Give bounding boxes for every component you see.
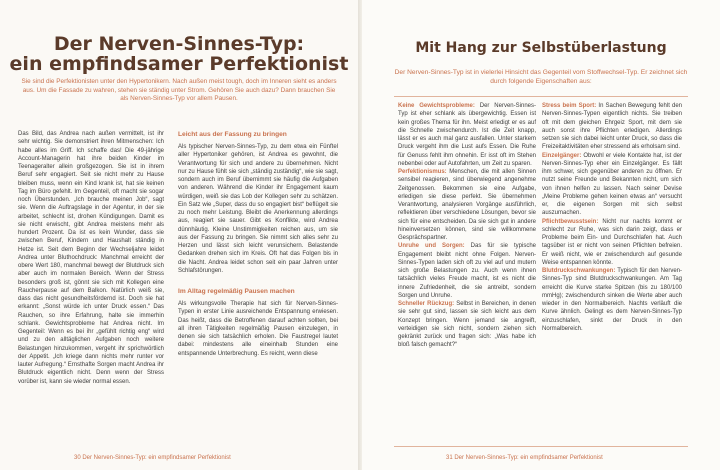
body-paragraph: Als wirkungsvolle Therapie hat sich für Nerven-Sinnes-Typen in erster Linie ausreichende Entspannung erwiesen. Das heißt, dass die Betroffenen darauf achten sollten, bei all ihren Tätigkeiten regelmäßig Pausen einzulegen, in denen sie sich tatsächlich erholen. Die Faustregel lautet dabei: mindestens alle eineinhalb Stunden eine entspannende Unterbrechung. Es reicht, wenn diese [178,301,338,357]
left-page [0,0,358,470]
box-title: Mit Hang zur Selbstüberlastung [415,40,667,56]
right-column-1 [398,102,536,350]
page-title-line2: ein empfindsamer Perfektionist [9,53,349,75]
intro-text: Sie sind die Perfektionisten unter den Hypertonikern. Nach außen meist tough, doch im Inneren sieht es anders aus. Um die Fassade zu wahren, stehen sie ständig unter Strom. Gehören Sie auch dazu? Dann brauchen Sie als Nerven-Sinnes-Typ vor allem Pausen. [21,78,337,103]
divider [394,96,688,97]
body-paragraph: Das Bild, das Andrea nach außen vermittelt, ist ihr sehr wichtig. Sie demonstriert ihren Mitmenschen: Ich habe alles im Griff. Ich schaffe das! Die 49-jährige Account-Managerin hat ihre beiden Kinder im Teenageralter allein großgezogen. Sie ist in ihrem Beruf sehr engagiert. Seit sie nicht mehr zu Hause bleiben muss, wenn ein Kind krank ist, hat sie keinen Tag im Büro gefehlt. Im Gegenteil, oft macht sie sogar noch Überstunden. „Ich brauche meinen Job“, sagt sie. Wenn die Auftragslage in der Agentur, in der sie arbeitet, schlecht ist, drohen Kündigungen. Damit es sie nicht erwischt, gibt Andrea meistens mehr als hundert Prozent. Da ist es kein Wunder, dass sie zwischen Beruf, Kindern und Haushalt ständig in Hetze ist. Seit dem Beginn der Wechseljahre leidet Andrea unter Bluthochdruck: Manchmal erreicht der obere Wert 180, manchmal bewegt der Blutdruck sich aber auch im normalen Bereich. Wenn der Stress besonders groß ist, gönnt sie sich mit Kollegen eine Raucherpause auf dem Balkon. Natürlich weiß sie, dass das nicht gesundheitsfördernd ist. Doch sie hat erkannt: „Sonst würde ich unter Druck essen.“ Das Rauchen, so ihre Erfahrung, halte sie immerhin schlank. Gewichtsprobleme hat Andrea nicht. Im Gegenteil: Wenn es bei ihr „gefühlt richtig eng“ wird und zu den alltäglichen Aufgaben noch weitere Belastungen hinzukommen, vergeht ihr sprichwörtlich der Appetit. „Ich kriege dann nichts mehr runter vor lauter Aufregung.“ Ernsthafte Sorgen macht Andrea ihr Blutdruck eigentlich nicht. Denn wenn der Stress vorüber ist, kann sie wieder normal essen. [18,131,164,385]
divider [394,446,688,447]
section-heading: Leicht aus der Fassung zu bringen [178,131,287,138]
left-column-1 [18,130,164,386]
trait-item: Schneller Rückzug: Selbst in Bereichen, in denen sie sehr gut sind, lassen sie sich leicht aus dem Konzept bringen. Wenn jemand sie angreift, verteidigen sie sich nicht, sondern ziehen sich gekränkt zurück und fragen sich: „Was habe ich bloß falsch gemacht?“ [398,301,536,349]
page-title-line1: Der Nerven-Sinnes-Typ: [53,33,305,55]
trait-item: Stress beim Sport: In Sachen Bewegung fehlt den Nerven-Sinnes-Typen eigentlich nichts. Sie treiben oft mit dem gleichen Ehrgeiz Sport, mit dem sie auch sonst ihre Pflichten erledigen. Allerdings setzen sie sich dabei leicht unter Druck, so dass die Freizeitaktivitäten eher stressend als erholsam sind. [542,103,682,151]
trait-item: Keine Gewichtsprobleme: Der Nerven-Sinnes-Typ ist eher schlank als übergewichtig. Essen ist kein großes Thema für ihn. Meist erledigt er es auf die Schnelle zwischendurch. Ist die Zeit knapp, lässt er es auch mal ganz ausfallen. Unter starkem Druck vergeht ihm die Lust aufs Essen. Die Ruhe für Genuss fehlt ihm ohnehin. Er isst oft im Stehen nebenbei oder auf Autofahrten, um Zeit zu sparen. [398,103,536,167]
left-column-2 [178,130,338,358]
trait-item: Pflichtbewusstsein: Nicht nur nachts kommt er schlecht zur Ruhe, was sich darin zeigt, dass er Probleme beim Ein- und Durchschlafen hat. Auch tagsüber ist er nicht von seinen Pflichten befreien. Er weiß nicht, wie er zwischendurch auf gesunde Weise entspannen könnte. [542,218,682,266]
page-footer: 31 Der Nerven-Sinnes-Typ: ein empfindsamer Perfektionist [446,455,603,461]
section-heading: Im Alltag regelmäßig Pausen machen [178,288,295,295]
trait-item: Blutdruckschwankungen: Typisch für den Nerven-Sinnes-Typ sind Blutdruckschwankungen. Am Tag erreicht die Kurve starke Spitzen (bis zu 180/100 mmHg); zwischendurch sinken die Werte aber auch wieder in den Normalbereich. Nachts verläuft die Kurve ähnlich. Gelingt es dem Nerven-Sinnes-Typ einzuschlafen, sinkt der Druck in den Normalbereich. [542,268,682,332]
right-column-2 [542,102,682,333]
box-intro: Der Nerven-Sinnes-Typ ist in vielerlei Hinsicht das Gegenteil vom Stoffwechsel-Typ. Er zeichnet sich durch folgende Eigenschaften aus: [394,69,688,85]
trait-item: Einzelgänger: Obwohl er viele Kontakte hat, ist der Nerven-Sinnes-Typ eher ein Einzelgänger. Es fällt ihm schwer, sich gegenüber anderen zu öffnen. Er nutzt seine Freunde und Bekannten nicht, um sich von ihnen helfen zu lassen. Nach seiner Devise „Meine Probleme gehen keinen etwas an“ versucht er, die eigenen Sorgen mit sich selbst auszumachen. [542,152,682,217]
trait-item: Unruhe und Sorgen: Das für sie typische Engagement bleibt nicht ohne Folgen. Nerven-Sinnes-Typen laden sich oft zu viel auf und mutern sich große Belastungen zu. Auch wenn ihnen tatsächlich vieles Freude macht, ist es nicht die innere Zufriedenheit, die sie antreibt, sondern Sorgen und Unruhe. [398,243,536,299]
trait-item: Perfektionismus: Menschen, die mit allen Sinnen sensibel reagieren, sind überwiegend angenehme Zeitgenossen. Bekommen sie eine Aufgabe, erledigen sie diese perfekt. Sie übernehmen Verantwortung, analysieren Vorgänge ausführlich, reflektieren über verschiedene Lösungen, bevor sie sich für eine entscheiden. Da sie sich gut in andere hineinversetzen können, sind sie willkommene Gesprächspartner. [398,169,537,241]
body-paragraph: Als typischer Nerven-Sinnes-Typ, zu dem etwa ein Fünftel aller Hypertoniker gehören, ist Andrea es gewohnt, die Verantwortung für sich und andere zu übernehmen. Nicht nur zu Hause fühlt sie sich „ständig zuständig“, wie sie sagt, sondern auch im Beruf übernimmt sie häufig die Aufgaben von anderen. Während die Kinder ihr Engagement kaum würdigen, weiß sie das Lob der Kollegen sehr zu schätzen. Ein Satz wie „Super, dass du so engagiert bist“ beflügelt sie zu noch mehr Leistung. Bleibt die Anerkennung allerdings aus, reagiert sie sauer. Gibt es Konflikte, wird Andrea dünnhäutig. Kleine Unstimmigkeiten reichen aus, um sie aus der Fassung zu bringen. Sie nimmt sich alles sehr zu Herzen und lässt sich leicht verunsichern. Belastende Gedanken drehen sich im Kreis. Oft hat das Folgen bis in die Nacht. Andrea leidet schon seit ein paar Jahren unter Schlafstörungen. [178,144,338,274]
page-footer: 30 Der Nerven-Sinnes-Typ: ein empfindsamer Perfektionist [74,455,231,461]
right-page [362,0,720,470]
